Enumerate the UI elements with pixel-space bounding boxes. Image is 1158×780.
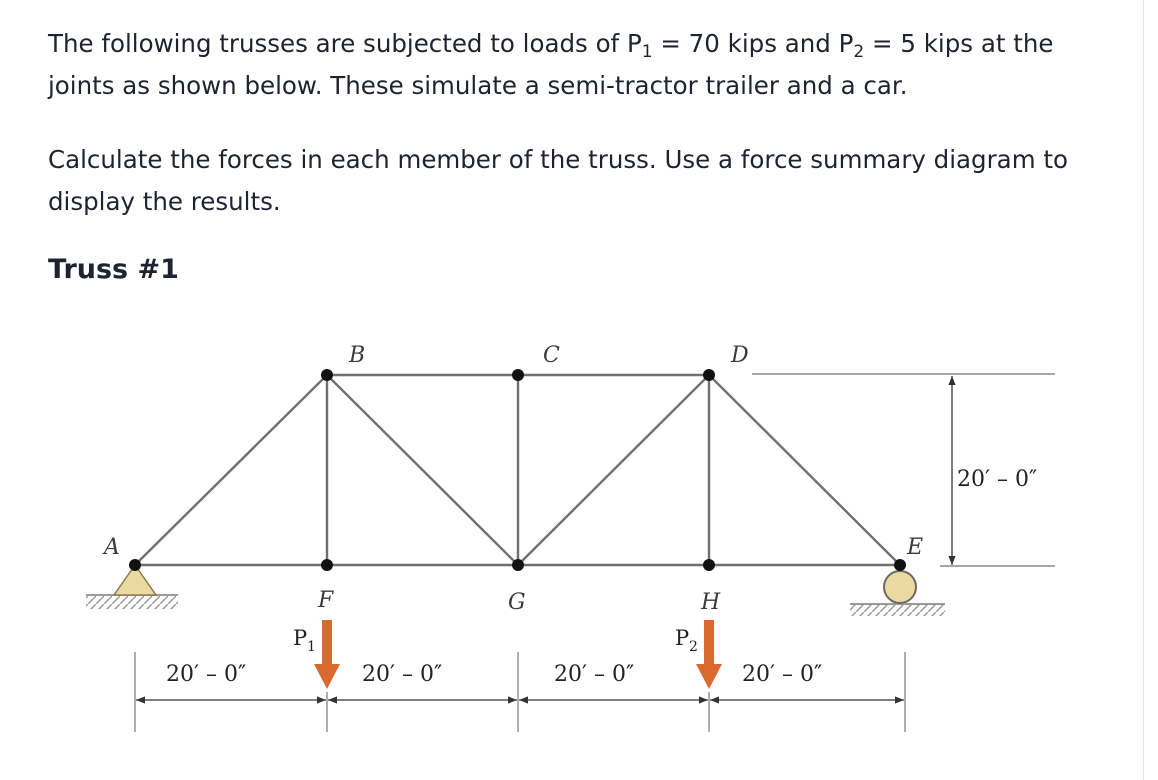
load-P1 — [293, 620, 340, 689]
dim-label-span1: 20′ – 0″ — [166, 662, 247, 687]
load-arrow-head-p1 — [314, 664, 340, 689]
dim-label-span3: 20′ – 0″ — [554, 662, 635, 687]
load-label-p2: P — [675, 626, 690, 650]
p1-subscript: 1 — [641, 42, 653, 62]
intro-text-end: = 5 kips at the joints as shown below. These simulate a semi-tractor trailer and a car. — [48, 29, 1054, 100]
intro-paragraph — [48, 23, 1078, 107]
member-AB — [135, 375, 327, 565]
joint-G — [512, 559, 524, 571]
label-B: B — [349, 343, 366, 368]
ground-hatch-left — [86, 595, 178, 609]
instruction-paragraph: Calculate the forces in each member of the truss. Use a force summary diagram to display the results. — [48, 145, 1068, 216]
ground-hatch-right — [850, 604, 945, 616]
load-arrow-shaft-p1 — [322, 620, 332, 664]
joint-D — [703, 369, 715, 381]
roller-support-icon — [884, 571, 916, 603]
joint-B — [321, 369, 333, 381]
dim-label-span2: 20′ – 0″ — [362, 662, 443, 687]
member-GD — [518, 375, 709, 565]
joint-H — [703, 559, 715, 571]
joint-E — [894, 559, 906, 571]
load-arrow-shaft-p2 — [704, 620, 714, 664]
load-label-p1-sub: 1 — [307, 639, 316, 655]
label-G: G — [508, 590, 526, 615]
member-DE — [709, 375, 900, 565]
dim-label-span4: 20′ – 0″ — [742, 662, 823, 687]
load-P2 — [675, 620, 722, 689]
support-E — [850, 571, 945, 616]
label-C: C — [543, 343, 560, 368]
joint-A — [129, 559, 141, 571]
member-BG — [327, 375, 518, 565]
load-label-p2-sub: 2 — [689, 639, 698, 655]
label-D: D — [731, 343, 749, 368]
label-F: F — [318, 588, 334, 613]
intro-text-mid: = 70 kips and P — [652, 29, 854, 58]
label-A: A — [104, 535, 120, 560]
joint-F — [321, 559, 333, 571]
truss-diagram — [0, 300, 1100, 750]
load-arrow-head-p2 — [696, 664, 722, 689]
truss-members — [135, 375, 900, 565]
intro-text: The following trusses are subjected to loads of P — [48, 29, 642, 58]
support-A — [86, 565, 178, 609]
dim-label-height: 20′ – 0″ — [957, 467, 1038, 492]
truss-heading: Truss #1 — [48, 254, 179, 285]
label-E: E — [907, 535, 924, 560]
joint-C — [512, 369, 524, 381]
page-right-border — [1143, 0, 1144, 780]
label-H: H — [701, 590, 721, 615]
load-label-p1: P — [293, 626, 308, 650]
p2-subscript: 2 — [853, 42, 865, 62]
